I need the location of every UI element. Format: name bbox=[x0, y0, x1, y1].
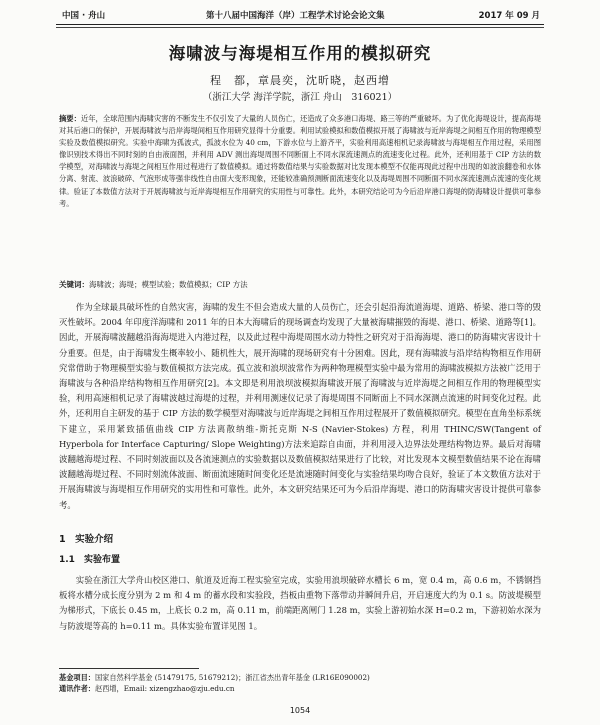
header-rule bbox=[56, 24, 544, 25]
paper-affiliation: （浙江大学 海洋学院，浙江 舟山 316021） bbox=[202, 92, 398, 103]
keywords-label: 关键词： bbox=[59, 280, 89, 289]
setup-paragraph: 实验在浙江大学舟山校区港口、航道及近海工程实验室完成，实验用浪坝破碎水槽长 6 m，宽 0.4 m，高 0.6 m，不锈钢挡板将水槽分成长度分别为 2 m 和 4 m 的蓄水段和实验段，挡板由重物下落带动并瞬间升启，开启速度大约为 0.1 s。防波堤模型为梯形式，下底长 0.45 m，上底长 0.2 m，高 0.11 m，前端距离闸门 1.28 m，实验上游初始水深 H=0.2 m，下游初始水深为与防波堤等高的 h=0.11 m。具体实验布置详见图 1。 bbox=[59, 575, 541, 631]
keywords bbox=[59, 279, 541, 290]
footnote-rule bbox=[59, 668, 199, 669]
introduction-paragraph: 作为全球最具破坏性的自然灾害，海啸的发生不但会造成大量的人员伤亡，还会引起沿海流道海堤、道路、桥梁、港口等的毁灭性破坏。2004 年印度洋海啸和 2011 年的日本大海啸后的现场调查均发现了大量被海啸摧毁的海堤、港口、桥梁、道路等[1]。因此，开展海啸波翻越沿海海堤进入内港过程，以及此过程中海堤周围水动力特性之研究对于沿海海堤、港口的防海啸灾害设计十分重要。但是，由于海啸发生概率较小、随机性大，展开海啸的现场研究有十分困难。因此，现有海啸波与沿岸结构物相互作用研究常借助于物理模型实验与数值模拟方法完成。孤立波和浪坝波常作为两种物理模型实验中最为常用的海啸波模拟方法被广泛用于海啸波与各种沿岸结构物相互作用研究[2]。本文即是利用浪坝波模拟海啸波开展了海啸波与近岸海堤之间相互作用的物理模型实验，利用高速相机记录了海啸波越过海堤的过程，并利用测速仪记录了海堤周围不同断面上不同水深测点流速的时间变化过程。此外，还利用自主研发的基于 CIP 方法的数学模型对海啸波与近岸海堤之间相互作用过程展开了数值模拟研究。模型在直角坐标系统下建立，采用紧致插值曲线 CIP 方法离散纳维-斯托克斯 N-S (Navier-Stokes) 方程，利用 THINC/SW(Tangent of Hyperbola for Interface Capturing/ Slope Weighting)方法来追踪自由面，并利用浸入边界法处理结构物边界。最后对海啸波翻越海堤过程、不同时刻波面以及各流速测点的实验数据以及数值模拟结果进行了比较，对比发现本文模型数值结果不论在海啸波翻越海堤过程、不同时刻流体波面、断面流速随时间变化还是流速随时间变化与实验结果均吻合良好，验证了本文数值方法对于开展海啸波与海堤相互作用研究的实用性和可靠性。此外，本文研究结果还可为今后沿岸海堤、港口的防海啸灾害设计提供可靠参考。 bbox=[59, 302, 541, 510]
funding-footnote bbox=[59, 672, 541, 683]
running-head-location: 中国 · 舟山 bbox=[62, 11, 106, 21]
subsection-heading-1-1: 1.1 实验布置 bbox=[59, 555, 120, 565]
running-head bbox=[56, 9, 544, 23]
corresponding-author-label: 通讯作者： bbox=[59, 684, 95, 693]
corresponding-author-text: 赵西增，Email: xizengzhao@zju.edu.cn bbox=[94, 684, 235, 693]
header-rule-thin bbox=[56, 27, 544, 28]
paper-title: 海啸波与海堤相互作用的模拟研究 bbox=[168, 44, 432, 63]
running-head-proceedings: 第十八届中国海洋（岸）工程学术讨论会论文集 bbox=[206, 11, 385, 21]
funding-label: 基金项目： bbox=[59, 673, 95, 682]
paper-authors: 程 都，章晨奕，沈昕晓，赵西增 bbox=[210, 74, 390, 87]
abstract bbox=[59, 113, 541, 210]
footnotes bbox=[59, 672, 541, 694]
corresponding-author-footnote bbox=[59, 683, 541, 694]
abstract-text: 近年，全球范围内海啸灾害的不断发生不仅引发了大量的人员伤亡，还造成了众多港口海堤、路三等的严重破坏。为了优化海堤设计，提高海堤对其后港口的保护，开展海啸波与沿岸海堤间相互作用研究显得十分重要。利用试验模拟和数值模拟开展了海啸波与近岸海堤之间相互作用的物理模型实验及数值模拟研究。实验中海啸为孤波式，孤波水位为 40 cm，下游水位与上游齐平，实验利用高速相机记录海啸波与海堤相互作用过程，采用图像识别技术得出不同时刻的自由液面图，并利用 ADV 测出海堤周围不同断面上不同水深流速测点的流速变化过程。此外，还利用基于 CIP 方法的数学模型，对海啸波与海堤之间相互作用过程进行了数值模拟。通过将数值结果与实验数据对比发现本模型不仅能再现此过程中出现的如波浪翻卷和水体分离、射流、波浪破碎、气泡形成等强非线性自由面大变形现象，还能较准确预测断面流速变化以及海堤周围不同断面不同水深流速测点流速的变化规律。验证了本数值方法对于开展海啸波与近岸海堤相互作用研究的实用性与可靠性。此外，本研究结论可为今后沿岸港口海堤的防海啸设计提供可靠参考。 bbox=[59, 114, 542, 208]
keywords-text: 海啸波；海堤；模型试验；数值模拟；CIP 方法 bbox=[89, 280, 248, 289]
abstract-label: 摘要： bbox=[59, 114, 81, 123]
funding-text: 国家自然科学基金 (51479175, 51679212)；浙江省杰出青年基金 (LR16E090002) bbox=[94, 673, 370, 682]
section-heading-1: 1 实验介绍 bbox=[59, 534, 114, 545]
page-number: 1054 bbox=[289, 706, 311, 715]
running-head-date: 2017 年 09 月 bbox=[478, 11, 540, 21]
